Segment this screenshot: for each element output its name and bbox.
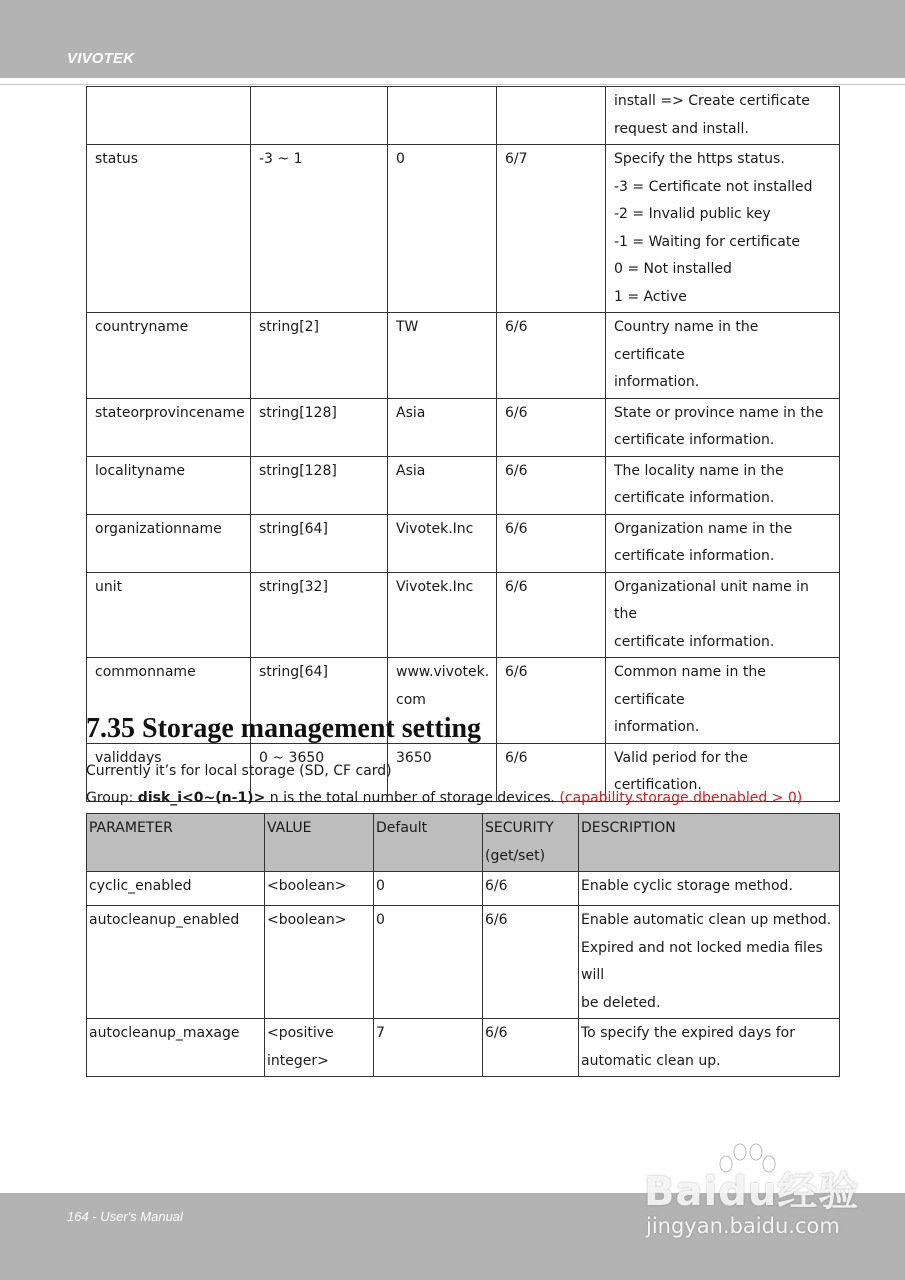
group-name: disk_i<0~(n-1)> <box>137 790 266 806</box>
param-description-cell-line: -2 = Invalid public key <box>614 206 771 222</box>
param-description-cell-line: Common name in the certificate <box>614 664 766 708</box>
param-value-cell: string[128] <box>251 398 388 456</box>
param-description-cell-line: State or province name in the <box>614 404 824 421</box>
param-security-cell: 6/6 <box>497 658 606 744</box>
param-security-cell: 6/6 <box>497 398 606 456</box>
param-description-cell <box>606 514 840 572</box>
param-value-cell: string[128] <box>251 456 388 514</box>
param-description-cell-line: automatic clean up. <box>581 1052 721 1069</box>
table-row <box>87 456 840 514</box>
brand-logo: VIVOTEK <box>67 50 135 67</box>
header-divider <box>0 84 905 85</box>
page-header <box>0 0 905 78</box>
section-title: 7.35 Storage management setting <box>86 713 482 744</box>
param-description-cell-line: Specify the https status. <box>614 151 785 167</box>
table-row <box>87 906 840 1019</box>
param-value-cell: string[2] <box>251 313 388 399</box>
param-default-cell: 0 <box>374 872 483 906</box>
param-default-cell: Asia <box>388 456 497 514</box>
param-description-cell-line: install => Create certificate <box>614 93 810 109</box>
param-name-cell <box>87 87 251 145</box>
header-security: SECURITY (get/set) <box>483 814 579 872</box>
param-name-cell: countryname <box>87 313 251 399</box>
param-value-cell: <boolean> <box>265 906 374 1019</box>
watermark-url: jingyan.baidu.com <box>646 1214 840 1238</box>
param-description-cell-line: Enable cyclic storage method. <box>581 878 793 894</box>
param-description-cell <box>579 872 840 906</box>
table-row <box>87 572 840 658</box>
param-description-cell <box>606 87 840 145</box>
param-description-cell <box>606 456 840 514</box>
param-description-cell-line: information. <box>614 719 700 735</box>
param-value-cell <box>251 87 388 145</box>
param-default-cell: www.vivotek. com <box>388 658 497 744</box>
param-description-cell-line: Enable automatic clean up method. <box>581 912 832 928</box>
table-row <box>87 514 840 572</box>
table-row <box>87 145 840 313</box>
param-description-cell-line: Organization name in the <box>614 520 793 537</box>
param-description-cell <box>606 658 840 744</box>
param-description-cell-line: -3 = Certificate not installed <box>614 178 813 195</box>
param-default-cell: Vivotek.Inc <box>388 514 497 572</box>
param-description-cell <box>606 398 840 456</box>
param-name-cell: unit <box>87 572 251 658</box>
param-description-cell <box>579 1019 840 1077</box>
param-value-cell: <positive integer> <box>265 1019 374 1077</box>
param-value-cell: string[64] <box>251 514 388 572</box>
table-row <box>87 1019 840 1077</box>
group-line <box>86 790 802 806</box>
param-description-cell-line: request and install. <box>614 120 749 137</box>
param-default-cell: Vivotek.Inc <box>388 572 497 658</box>
table-row <box>87 313 840 399</box>
baidu-watermark <box>642 1140 860 1250</box>
param-default-cell <box>388 87 497 145</box>
param-description-cell-line: Valid period for the certification. <box>614 749 748 793</box>
param-description-cell <box>579 906 840 1019</box>
watermark-logo: Baidu经验 <box>644 1169 860 1215</box>
param-name-cell: autocleanup_maxage <box>87 1019 265 1077</box>
param-security-cell: 6/7 <box>497 145 606 313</box>
param-name-cell: autocleanup_enabled <box>87 906 265 1019</box>
param-name-cell: organizationname <box>87 514 251 572</box>
table-header-row <box>87 814 840 872</box>
param-default-cell: 3650 <box>388 743 497 801</box>
param-name-cell: status <box>87 145 251 313</box>
section-intro: Currently it’s for local storage (SD, CF card) <box>86 763 392 779</box>
param-default-cell: TW <box>388 313 497 399</box>
param-description-cell-line: -1 = Waiting for certificate <box>614 233 800 250</box>
param-description-cell-line: To specify the expired days for <box>581 1025 795 1041</box>
param-name-cell: localityname <box>87 456 251 514</box>
group-prefix: Group: <box>86 790 138 806</box>
param-value-cell: string[64] <box>251 658 388 744</box>
header-value: VALUE <box>265 814 374 872</box>
storage-parameters-table <box>86 813 840 1077</box>
param-security-cell: 6/6 <box>497 743 606 801</box>
param-description-cell-line: certificate information. <box>614 490 775 506</box>
param-default-cell: Asia <box>388 398 497 456</box>
param-security-cell: 6/6 <box>483 906 579 1019</box>
group-suffix: n is the total number of storage devices. <box>265 790 560 806</box>
param-description-cell-line: information. <box>614 374 700 390</box>
param-description-cell-line: certificate information. <box>614 633 775 650</box>
group-capability: (capability.storage.dbenabled > 0) <box>559 790 803 806</box>
param-default-cell: 0 <box>388 145 497 313</box>
param-description-cell <box>606 313 840 399</box>
param-description-cell <box>606 145 840 313</box>
param-description-cell <box>606 572 840 658</box>
param-security-cell: 6/6 <box>497 514 606 572</box>
param-value-cell: -3 ~ 1 <box>251 145 388 313</box>
https-parameters-table <box>86 86 840 802</box>
param-security-cell <box>497 87 606 145</box>
param-security-cell: 6/6 <box>497 313 606 399</box>
param-description-cell-line: 0 = Not installed <box>614 261 732 277</box>
page-number: 164 - User's Manual <box>67 1209 183 1224</box>
param-name-cell: commonname <box>87 658 251 744</box>
param-description-cell-line: Expired and not locked media files will <box>581 939 823 983</box>
param-value-cell: 0 ~ 3650 <box>251 743 388 801</box>
param-description-cell-line: Country name in the certificate <box>614 319 759 363</box>
param-security-cell: 6/6 <box>497 456 606 514</box>
param-description-cell-line: certificate information. <box>614 432 775 448</box>
param-default-cell: 0 <box>374 906 483 1019</box>
header-description: DESCRIPTION <box>579 814 840 872</box>
param-security-cell: 6/6 <box>483 1019 579 1077</box>
param-name-cell: stateorprovincename <box>87 398 251 456</box>
param-value-cell: <boolean> <box>265 872 374 906</box>
param-description-cell-line: The locality name in the <box>614 462 784 479</box>
param-value-cell: string[32] <box>251 572 388 658</box>
param-description-cell-line: 1 = Active <box>614 288 687 305</box>
param-description-cell-line: Organizational unit name in the <box>614 578 809 622</box>
param-default-cell: 7 <box>374 1019 483 1077</box>
param-security-cell: 6/6 <box>497 572 606 658</box>
table-row <box>87 872 840 906</box>
param-security-cell: 6/6 <box>483 872 579 906</box>
param-description-cell-line: be deleted. <box>581 994 661 1011</box>
table-row <box>87 398 840 456</box>
header-default: Default <box>374 814 483 872</box>
param-description-cell-line: certificate information. <box>614 548 775 564</box>
table-row <box>87 87 840 145</box>
header-parameter: PARAMETER <box>87 814 265 872</box>
param-name-cell: cyclic_enabled <box>87 872 265 906</box>
param-name-cell: validdays <box>87 743 251 801</box>
